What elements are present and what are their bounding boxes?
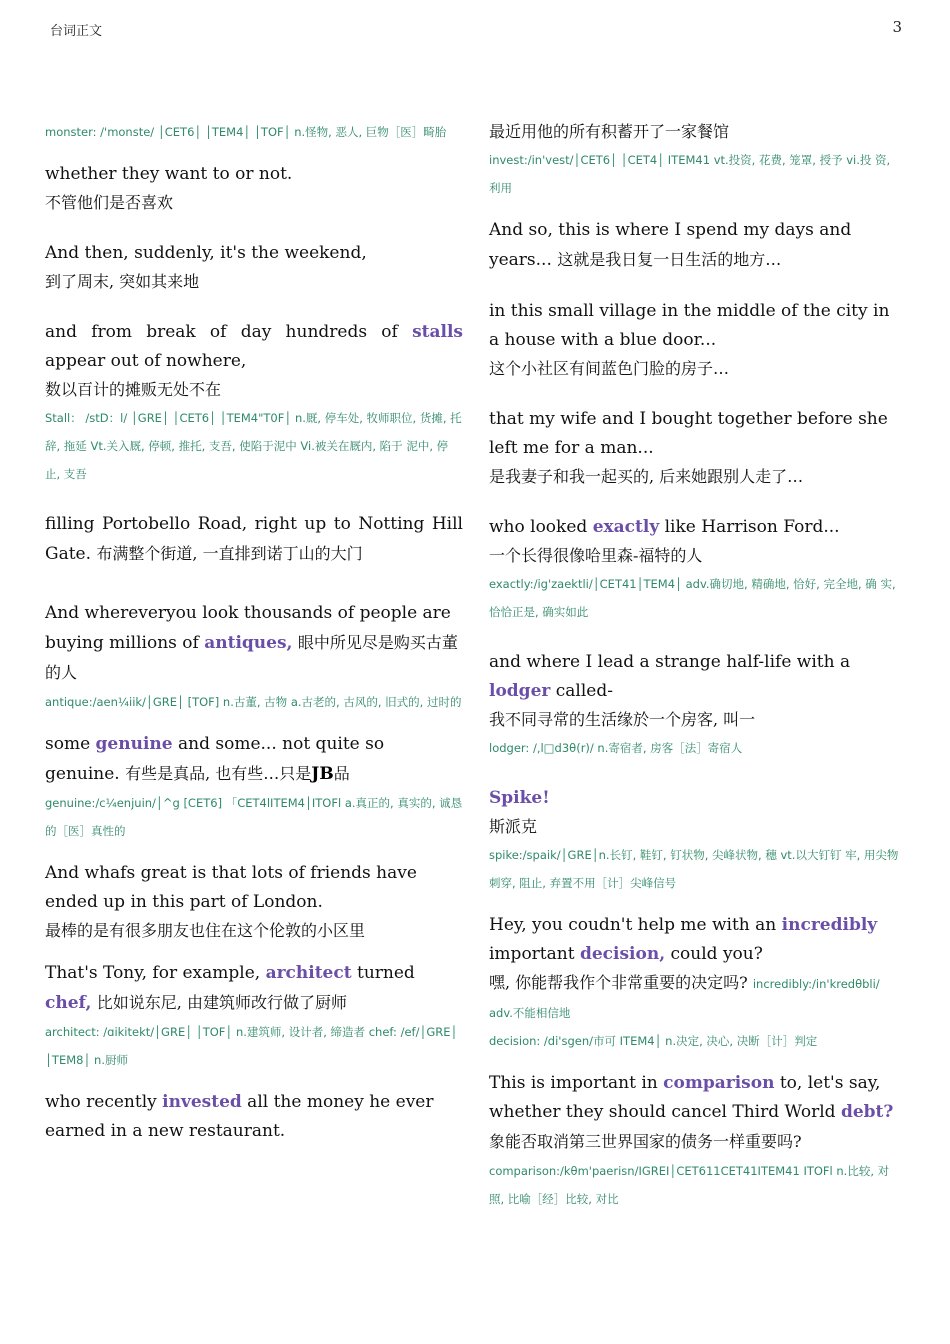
vocab-note-monster: monster: /'monste/ │CET6│ │TEM4│ │TOF│ n.怪物, 恶人, 巨物［医］畸胎 bbox=[45, 125, 447, 139]
subtitle-en: that my wife and I bought together before she left me for a man... bbox=[489, 409, 888, 458]
subtitle-en: who recently invested all the money he ever earned in a new restaurant. bbox=[45, 1092, 434, 1141]
vocab-note-stall: Stall： /stD：l/ │GRE│ │CET6│ │TEM4"T0F│ n.厩, 停车处, 牧师职位, 货摊, 托 辞, 拖延 Vt.关入厩, 停顿, 推托, 支吾, 使陷于泥中 Vi.被关在厩内, 陷于 泥中, 停止, 支吾 bbox=[45, 411, 462, 481]
subtitle-en: That's Tony, for example, architect turned chef, 比如说东尼, 由建筑师改行做了厨师 bbox=[45, 963, 415, 1013]
keyword: chef, bbox=[45, 993, 92, 1013]
vocab-note-architect: architect: /ɑikitekt/│GRE│ │TOF│ n.建筑师, 设计者, 缔造者 chef: /ef/│GRE│ │TEM8│ n.厨师 bbox=[45, 1025, 458, 1067]
vocab-note-genuine: genuine:/c¼enjuin/│^g [CET6] 「CET4lITEM4│ITOFl a.真正的, 真实的, 诚恳的［医］真性的 bbox=[45, 796, 463, 838]
vocab-note-lodger: lodger: /,l□d3θ(r)/ n.寄宿者, 房客［法］寄宿人 bbox=[489, 741, 743, 755]
vocab-note-exactly: exactly:/ig'zaektli/│CET41│TEM4│ adv.确切地, 精确地, 恰好, 完全地, 确 实, 恰恰正是, 确实如此 bbox=[489, 577, 896, 619]
subtitle-en: And so, this is where I spend my days and years... 这就是我日复一日生活的地方… bbox=[489, 220, 852, 270]
left-column bbox=[45, 118, 463, 1146]
subtitle-en: some genuine and some... not quite so genuine. 有些是真品, 也有些…只是JB品 bbox=[45, 734, 385, 784]
page-number: 3 bbox=[892, 18, 902, 36]
subtitle-en: This is important in comparison to, let's say, whether they should cancel Third World debt? 象能否取消第三世界国家的债务一样重要吗? bbox=[489, 1073, 894, 1151]
subtitle-zh: 数以百计的摊贩无处不在 bbox=[45, 380, 222, 399]
keyword: lodger bbox=[489, 681, 551, 701]
subtitle-zh: 嘿, 你能帮我作个非常重要的决定吗? incredibly:/in'kredθbli/ adv.不能相信地 bbox=[489, 973, 880, 1020]
vocab-note-comparison: comparison:/kθm'paerisn/IGREI│CET611CET41ITEM41 ITOFl n.比较, 对照, 比喻［经］比较, 对比 bbox=[489, 1164, 890, 1206]
vocab-note-spike: spike:/spaik/│GRE│n.长钉, 鞋钉, 钉状物, 尖峰状物, 穗 vt.以大钉钉 牢, 用尖物刺穿, 阻止, 弃置不用［计］尖峰信号 bbox=[489, 848, 899, 890]
subtitle-zh: 最近用他的所有积蓄开了一家餐馆 bbox=[489, 122, 730, 141]
subtitle-zh: 斯派克 bbox=[489, 817, 538, 836]
subtitle-zh: 最棒的是有很多朋友也住在这个伦敦的小区里 bbox=[45, 921, 366, 940]
vocab-note-invest: invest:/in'vest/│CET6│ │CET4│ ITEM41 vt.投资, 花费, 笼罩, 授予 vi.投 资, 利用 bbox=[489, 153, 891, 195]
subtitle-zh: 这个小社区有间蓝色门脸的房子… bbox=[489, 359, 730, 378]
keyword: comparison bbox=[663, 1073, 775, 1093]
keyword: genuine bbox=[95, 734, 173, 754]
keyword: exactly bbox=[592, 517, 660, 537]
vocab-note-decision: decision: /di'sgen/市可 ITEM4│ n.决定, 决心, 决断［计］判定 bbox=[489, 1034, 818, 1048]
subtitle-en: And whereveryou look thousands of people are buying millions of antiques, 眼中所见尽是购买古董的人 bbox=[45, 603, 458, 682]
subtitle-zh: 一个长得很像哈里森-福特的人 bbox=[489, 546, 703, 565]
keyword: Spike! bbox=[489, 788, 550, 808]
subtitle-en: And whafs great is that lots of friends have ended up in this part of London. bbox=[45, 863, 417, 912]
vocab-note-antique: antique:/aen¼iik/│GRE│ [TOF] n.古董, 古物 a.古老的, 古风的, 旧式的, 过时的 bbox=[45, 695, 462, 709]
keyword: decision, bbox=[579, 944, 666, 964]
subtitle-en: filling Portobello Road, right up to Notting Hill Gate. 布满整个街道, 一直排到诺丁山的大门 bbox=[45, 514, 463, 564]
keyword: invested bbox=[162, 1092, 242, 1112]
subtitle-zh: 不管他们是否喜欢 bbox=[45, 193, 174, 212]
subtitle-zh: 到了周末, 突如其来地 bbox=[45, 272, 200, 291]
subtitle-en: who looked exactly like Harrison Ford... bbox=[489, 517, 840, 537]
subtitle-en: whether they want to or not. bbox=[45, 164, 293, 184]
keyword: architect bbox=[265, 963, 352, 983]
keyword: incredibly bbox=[781, 915, 878, 935]
keyword: antiques, bbox=[204, 633, 293, 653]
subtitle-en: in this small village in the middle of the city in a house with a blue door... bbox=[489, 301, 890, 350]
subtitle-en: and where I lead a strange half-life with a lodger called- bbox=[489, 652, 851, 701]
keyword: stalls bbox=[412, 322, 463, 342]
keyword: debt? bbox=[840, 1102, 894, 1122]
subtitle-en: And then, suddenly, it's the weekend, bbox=[45, 243, 367, 263]
page-header: 台词正文 bbox=[50, 24, 103, 39]
subtitle-en bbox=[489, 784, 903, 813]
subtitle-zh: 我不同寻常的生活缘於一个房客, 叫一 bbox=[489, 710, 756, 729]
subtitle-zh: 是我妻子和我一起买的, 后来她跟别人走了… bbox=[489, 467, 804, 486]
subtitle-en: and from break of day hundreds of stalls appear out of nowhere, bbox=[45, 322, 463, 371]
subtitle-en: Hey, you coudn't help me with an incredibly important decision, could you? bbox=[489, 915, 878, 964]
right-column bbox=[489, 118, 903, 1213]
